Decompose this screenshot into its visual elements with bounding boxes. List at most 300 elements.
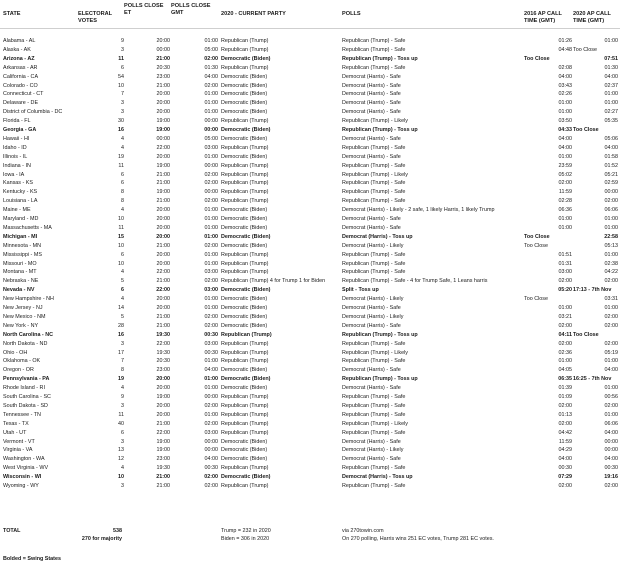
polls-close-et: 20:00 bbox=[156, 260, 170, 267]
electoral-votes: 13 bbox=[118, 447, 124, 454]
electoral-votes: 19 bbox=[118, 153, 124, 160]
electoral-votes: 12 bbox=[118, 456, 124, 463]
polls-close-gmt: 00:00 bbox=[204, 394, 218, 400]
electoral-votes: 4 bbox=[121, 135, 124, 142]
current-party: Democratic (Biden) bbox=[221, 55, 271, 62]
polls-close-gmt: 02:00 bbox=[204, 278, 218, 285]
polls-close-gmt: 04:00 bbox=[204, 73, 218, 80]
current-party: Democratic (Biden) bbox=[221, 82, 268, 89]
call-time-2016: 01:13 bbox=[558, 411, 572, 418]
table-row bbox=[0, 385, 620, 393]
electoral-votes: 8 bbox=[121, 367, 124, 374]
call-time-2020: 06:06 bbox=[604, 420, 618, 427]
polls-close-et: 00:00 bbox=[156, 46, 170, 53]
state-name: West Virginia - WV bbox=[3, 465, 49, 472]
current-party: Democratic (Biden) bbox=[221, 376, 271, 383]
call-time-2020: 06:06 bbox=[604, 207, 618, 214]
current-party: Republican (Trump) bbox=[221, 483, 269, 489]
table-row bbox=[0, 100, 620, 108]
polls-rating: Republican (Trump) - Safe bbox=[342, 260, 406, 267]
electoral-votes: 16 bbox=[118, 331, 124, 338]
current-party: Democratic (Biden) bbox=[221, 127, 271, 133]
polls-close-gmt: 02:00 bbox=[204, 180, 218, 187]
polls-close-gmt: 01:00 bbox=[204, 251, 218, 258]
call-time-2016: 06:35 bbox=[558, 376, 572, 383]
state-name: Florida - FL bbox=[3, 118, 31, 125]
polls-close-et: 21:00 bbox=[156, 474, 170, 481]
table-row bbox=[0, 198, 620, 206]
polls-close-et: 21:00 bbox=[156, 483, 170, 489]
table-row bbox=[0, 305, 620, 313]
table-row bbox=[0, 269, 620, 277]
biden-2020-total: Biden = 306 in 2020 bbox=[221, 536, 270, 542]
call-time-2020: 01:00 bbox=[604, 38, 618, 44]
state-name: Louisiana - LA bbox=[3, 198, 38, 205]
call-time-2016: Too Close bbox=[524, 55, 550, 62]
current-party: Republican (Trump) bbox=[221, 420, 269, 427]
call-time-2020: 05:21 bbox=[604, 171, 618, 178]
call-time-2020: 05:35 bbox=[604, 118, 618, 125]
polls-close-gmt: 01:00 bbox=[204, 376, 218, 383]
state-name: Massachusetts - MA bbox=[3, 224, 52, 231]
state-name: Washington - WA bbox=[3, 456, 45, 463]
polls-rating: Republican (Trump) - Safe bbox=[342, 465, 406, 472]
table-row bbox=[0, 243, 620, 251]
call-time-2020: 00:30 bbox=[604, 465, 618, 472]
polls-close-gmt: 00:00 bbox=[204, 189, 218, 196]
polls-close-et: 20:00 bbox=[156, 233, 170, 240]
current-party: Republican (Trump) bbox=[221, 162, 269, 169]
polls-close-gmt: 00:30 bbox=[204, 331, 218, 338]
state-name: Georgia - GA bbox=[3, 127, 37, 133]
call-time-2016: 11:59 bbox=[558, 189, 572, 196]
polls-close-gmt: 02:00 bbox=[204, 313, 218, 320]
current-party: Democratic (Biden) bbox=[221, 242, 268, 249]
call-time-2016: Too Close bbox=[524, 233, 550, 240]
polls-rating: Republican (Trump) - Safe bbox=[342, 198, 406, 205]
polls-close-et: 19:30 bbox=[156, 349, 170, 356]
current-party: Democratic (Biden) bbox=[221, 367, 268, 374]
polls-close-gmt: 01:00 bbox=[204, 100, 218, 107]
state-name: New Mexico - NM bbox=[3, 313, 46, 320]
call-time-2020: 01:00 bbox=[604, 100, 618, 107]
state-name: Mississippi - MS bbox=[3, 251, 42, 258]
polls-close-gmt: 03:00 bbox=[204, 144, 218, 151]
call-time-2020: 01:30 bbox=[604, 64, 618, 71]
polls-close-gmt: 04:00 bbox=[204, 456, 218, 463]
polls-rating: Republican (Trump) - Safe bbox=[342, 189, 406, 196]
call-time-2020: 01:00 bbox=[604, 305, 618, 311]
call-time-2020: 01:00 bbox=[604, 91, 618, 98]
state-name: Vermont - VT bbox=[3, 438, 35, 445]
electoral-votes: 7 bbox=[121, 91, 124, 98]
electoral-votes: 4 bbox=[121, 144, 124, 151]
polls-rating: Republican (Trump) - Safe bbox=[342, 358, 406, 365]
state-name: Virginia - VA bbox=[3, 447, 33, 454]
electoral-votes: 11 bbox=[118, 224, 124, 231]
current-party: Republican (Trump) bbox=[221, 349, 269, 356]
state-name: Hawaii - HI bbox=[3, 135, 30, 142]
electoral-votes: 5 bbox=[121, 278, 124, 285]
current-party: Democratic (Biden) bbox=[221, 287, 271, 294]
call-time-2020: 04:00 bbox=[604, 73, 618, 80]
polls-close-gmt: 01:00 bbox=[204, 358, 218, 365]
call-time-2016: Too Close bbox=[524, 296, 548, 303]
current-party: Democratic (Biden) bbox=[221, 216, 268, 222]
current-party: Republican (Trump) bbox=[221, 171, 269, 178]
call-time-2016: 04:00 bbox=[558, 144, 572, 151]
polls-close-et: 19:30 bbox=[156, 331, 170, 338]
polls-rating: Republican (Trump) - Safe bbox=[342, 269, 406, 276]
state-name: Wisconsin - WI bbox=[3, 474, 42, 481]
call-time-2016: 01:00 bbox=[558, 109, 572, 116]
call-time-2020: 04:00 bbox=[604, 367, 618, 374]
polls-close-et: 19:00 bbox=[156, 447, 170, 454]
polls-close-gmt: 00:00 bbox=[204, 438, 218, 445]
call-time-2020: 01:00 bbox=[604, 411, 618, 418]
call-time-2020: 04:22 bbox=[604, 269, 618, 276]
polls-rating: Democrat (Harris) - Likely bbox=[342, 447, 404, 454]
table-row bbox=[0, 91, 620, 99]
electoral-votes: 8 bbox=[121, 189, 124, 196]
current-party: Democratic (Biden) bbox=[221, 224, 268, 231]
table-row bbox=[0, 225, 620, 233]
table-row bbox=[0, 474, 620, 482]
table-row bbox=[0, 252, 620, 260]
polls-close-et: 22:00 bbox=[156, 287, 170, 294]
polls-close-et: 20:00 bbox=[156, 109, 170, 116]
polls-rating: Democrat (Harris) - Safe bbox=[342, 153, 401, 160]
call-time-2016: 02:00 bbox=[558, 322, 572, 329]
state-name: South Carolina - SC bbox=[3, 394, 51, 400]
call-time-2020: 02:38 bbox=[604, 260, 618, 267]
call-time-2020: 01:00 bbox=[604, 358, 618, 365]
call-time-2016: 04:33 bbox=[558, 127, 572, 133]
state-name: New Jersey - NJ bbox=[3, 305, 43, 311]
call-time-2020: 00:56 bbox=[604, 394, 618, 400]
call-time-2016: 02:00 bbox=[558, 180, 572, 187]
call-time-2016: 01:26 bbox=[558, 38, 572, 44]
state-name: Tennessee - TN bbox=[3, 411, 41, 418]
call-time-2020: Too Close bbox=[573, 127, 599, 133]
current-party: Republican (Trump) bbox=[221, 251, 269, 258]
electoral-votes: 3 bbox=[121, 438, 124, 445]
polls-close-et: 20:00 bbox=[156, 100, 170, 107]
call-time-2016: 01:00 bbox=[558, 358, 572, 365]
table-row bbox=[0, 172, 620, 180]
state-name: New York - NY bbox=[3, 322, 39, 329]
current-party: Democratic (Biden) bbox=[221, 153, 268, 160]
call-time-2020: 04:00 bbox=[604, 144, 618, 151]
call-time-2020: 07:51 bbox=[604, 55, 618, 62]
polls-close-gmt: 00:00 bbox=[204, 118, 218, 125]
state-name: California - CA bbox=[3, 73, 39, 80]
call-time-2016: 03:00 bbox=[558, 269, 572, 276]
electoral-votes: 19 bbox=[118, 376, 124, 383]
polls-close-et: 21:00 bbox=[156, 55, 170, 62]
polls-rating: Democrat (Harris) - Safe bbox=[342, 216, 401, 222]
call-time-2016: 01:00 bbox=[558, 305, 572, 311]
polls-rating: Republican (Trump) - Safe bbox=[342, 394, 406, 400]
polls-rating: Split - Toss up bbox=[342, 287, 379, 294]
call-time-2020: 02:00 bbox=[604, 313, 618, 320]
call-time-2020: 01:00 bbox=[604, 216, 618, 222]
call-time-2016: 11:59 bbox=[558, 438, 572, 445]
electoral-votes: 4 bbox=[121, 465, 124, 472]
polls-close-et: 20:00 bbox=[156, 207, 170, 214]
current-party: Republican (Trump) bbox=[221, 394, 269, 400]
polls-rating: Republican (Trump) - Safe bbox=[342, 38, 406, 44]
electoral-votes: 4 bbox=[121, 207, 124, 214]
polls-rating: Republican (Trump) - Toss up bbox=[342, 376, 418, 383]
polls-rating: Democrat (Harris) - Safe bbox=[342, 322, 401, 329]
state-name: Alabama - AL bbox=[3, 38, 36, 44]
polls-close-gmt: 03:00 bbox=[204, 287, 218, 294]
polls-rating: Democrat (Harris) - Safe bbox=[342, 82, 401, 89]
table-row bbox=[0, 118, 620, 126]
table-row bbox=[0, 216, 620, 224]
current-party: Democratic (Biden) bbox=[221, 322, 268, 329]
polls-close-et: 19:00 bbox=[156, 118, 170, 125]
call-time-2016: 01:09 bbox=[558, 394, 572, 400]
polls-close-gmt: 01:00 bbox=[204, 207, 218, 214]
table-row bbox=[0, 421, 620, 429]
call-time-2016: 02:28 bbox=[558, 198, 572, 205]
polls-close-gmt: 03:00 bbox=[204, 429, 218, 436]
polls-rating: Republican (Trump) - Safe bbox=[342, 340, 406, 347]
electoral-votes: 3 bbox=[121, 109, 124, 116]
table-row bbox=[0, 136, 620, 144]
electoral-votes: 4 bbox=[121, 269, 124, 276]
call-time-2016: 02:00 bbox=[558, 340, 572, 347]
polls-close-gmt: 01:00 bbox=[204, 385, 218, 392]
polls-close-et: 21:00 bbox=[156, 313, 170, 320]
call-time-2016: 01:00 bbox=[558, 100, 572, 107]
polls-close-et: 22:00 bbox=[156, 429, 170, 436]
electoral-votes: 6 bbox=[121, 171, 124, 178]
current-party: Republican (Trump) bbox=[221, 118, 269, 125]
electoral-votes: 3 bbox=[121, 100, 124, 107]
current-party: Republican (Trump) bbox=[221, 358, 269, 365]
table-row bbox=[0, 154, 620, 162]
table-row bbox=[0, 189, 620, 197]
polls-rating: Democrat (Harris) - Likely - 2 safe, 1 likely Harris, 1 likely Trump bbox=[342, 207, 495, 214]
current-party: Democratic (Biden) bbox=[221, 135, 268, 142]
polls-close-et: 00:00 bbox=[156, 135, 170, 142]
call-time-2016: 04:42 bbox=[558, 429, 572, 436]
polls-close-gmt: 01:00 bbox=[204, 411, 218, 418]
polls-close-et: 19:00 bbox=[156, 127, 170, 133]
state-name: Nebraska - NE bbox=[3, 278, 39, 285]
call-time-2016: 01:39 bbox=[558, 385, 572, 392]
electoral-votes: 28 bbox=[118, 322, 124, 329]
state-name: Arizona - AZ bbox=[3, 55, 35, 62]
call-time-2020: 02:00 bbox=[604, 402, 618, 409]
current-party: Republican (Trump) bbox=[221, 38, 269, 44]
polls-close-gmt: 01:00 bbox=[204, 109, 218, 116]
state-name: Montana - MT bbox=[3, 269, 37, 276]
electoral-votes: 54 bbox=[118, 73, 124, 80]
call-time-2020: 01:00 bbox=[604, 251, 618, 258]
swing-states-legend: Bolded = Swing States bbox=[3, 556, 61, 562]
electoral-votes: 10 bbox=[118, 260, 124, 267]
current-party: Republican (Trump) bbox=[221, 189, 269, 196]
polls-close-gmt: 05:00 bbox=[204, 135, 218, 142]
polls-rating: Democrat (Harris) - Safe bbox=[342, 367, 401, 374]
polls-rating: Democrat (Harris) - Safe bbox=[342, 135, 401, 142]
polls-close-gmt: 02:00 bbox=[204, 420, 218, 427]
polls-close-gmt: 00:00 bbox=[204, 127, 218, 133]
electoral-votes: 6 bbox=[121, 251, 124, 258]
call-time-2020: 00:00 bbox=[604, 189, 618, 196]
current-party: Republican (Trump) bbox=[221, 340, 269, 347]
polls-rating: Republican (Trump) - Safe bbox=[342, 46, 406, 53]
current-party: Democratic (Biden) bbox=[221, 109, 268, 116]
polls-close-et: 20:00 bbox=[156, 402, 170, 409]
table-row bbox=[0, 341, 620, 349]
call-time-2016: 01:31 bbox=[558, 260, 572, 267]
electoral-votes: 4 bbox=[121, 296, 124, 303]
table-row bbox=[0, 465, 620, 473]
current-party: Republican (Trump) bbox=[221, 46, 269, 53]
call-time-2016: 04:48 bbox=[558, 46, 572, 53]
call-time-2020: 04:00 bbox=[604, 456, 618, 463]
call-time-2020: 17:13 - 7th Nov bbox=[573, 287, 612, 294]
call-time-2020: 05:13 bbox=[604, 242, 618, 249]
current-party: Republican (Trump) 4 for Trump 1 for Biden bbox=[221, 278, 326, 285]
electoral-votes: 10 bbox=[118, 82, 124, 89]
call-time-2016: 01:00 bbox=[558, 153, 572, 160]
electoral-votes: 10 bbox=[118, 216, 124, 222]
polls-rating: Republican (Trump) - Safe bbox=[342, 251, 406, 258]
polls-close-et: 20:30 bbox=[156, 64, 170, 71]
polls-close-gmt: 02:00 bbox=[204, 402, 218, 409]
polls-close-et: 19:00 bbox=[156, 438, 170, 445]
state-name: Pennsylvania - PA bbox=[3, 376, 50, 383]
state-name: Iowa - IA bbox=[3, 171, 25, 178]
header-polls: POLLS bbox=[342, 11, 361, 17]
header-state: STATE bbox=[3, 11, 21, 17]
polls-rating: Republican (Trump) - Safe bbox=[342, 483, 406, 489]
polls-close-et: 20:00 bbox=[156, 376, 170, 383]
polls-close-et: 23:00 bbox=[156, 73, 170, 80]
call-time-2020: 01:00 bbox=[604, 224, 618, 231]
polls-rating: Republican (Trump) - Toss up bbox=[342, 55, 418, 62]
state-name: Maryland - MD bbox=[3, 216, 39, 222]
current-party: Democratic (Biden) bbox=[221, 313, 268, 320]
current-party: Democratic (Biden) bbox=[221, 233, 271, 240]
current-party: Republican (Trump) bbox=[221, 180, 269, 187]
call-time-2020: 05:19 bbox=[604, 349, 618, 356]
polls-close-gmt: 00:30 bbox=[204, 349, 218, 356]
electoral-votes: 11 bbox=[118, 411, 124, 418]
call-time-2016: 05:02 bbox=[558, 171, 572, 178]
electoral-votes: 10 bbox=[118, 242, 124, 249]
state-name: New Hampshire - NH bbox=[3, 296, 54, 303]
polls-rating: Republican (Trump) - Likely bbox=[342, 420, 409, 427]
header-polls-close-gmt: POLLS CLOSE GMT bbox=[171, 3, 211, 16]
current-party: Democratic (Biden) bbox=[221, 73, 268, 80]
table-row bbox=[0, 456, 620, 464]
table-row bbox=[0, 163, 620, 171]
polls-rating: Republican (Trump) - Safe - 4 for Trump Safe, 1 Leans harris bbox=[342, 278, 488, 285]
call-time-2020: 02:27 bbox=[604, 109, 618, 116]
call-time-2020: 01:58 bbox=[604, 153, 618, 160]
polls-close-gmt: 02:00 bbox=[204, 82, 218, 89]
polls-rating: Democrat (Harris) - Toss up bbox=[342, 233, 413, 240]
call-time-2016: 01:51 bbox=[558, 251, 572, 258]
call-time-2020: 16:25 - 7th Nov bbox=[573, 376, 612, 383]
electoral-votes: 6 bbox=[121, 429, 124, 436]
polls-rating: Republican (Trump) - Safe bbox=[342, 429, 406, 436]
state-name: Idaho - ID bbox=[3, 144, 27, 151]
polls-close-et: 20:00 bbox=[156, 38, 170, 44]
call-time-2016: Too Close bbox=[524, 242, 548, 249]
polls-close-et: 21:00 bbox=[156, 322, 170, 329]
electoral-votes: 15 bbox=[118, 233, 124, 240]
polls-rating: Democrat (Harris) - Safe bbox=[342, 73, 401, 80]
polls-close-gmt: 02:00 bbox=[204, 198, 218, 205]
current-party: Republican (Trump) bbox=[221, 144, 269, 151]
polls-close-et: 20:00 bbox=[156, 296, 170, 303]
polls-close-gmt: 02:00 bbox=[204, 242, 218, 249]
call-time-2020: 02:00 bbox=[604, 198, 618, 205]
call-time-2020: 02:00 bbox=[604, 340, 618, 347]
call-time-2016: 04:00 bbox=[558, 73, 572, 80]
state-name: Nevada - NV bbox=[3, 287, 35, 294]
call-time-2020: 05:06 bbox=[604, 135, 618, 142]
table-row bbox=[0, 109, 620, 117]
polls-close-gmt: 02:00 bbox=[204, 171, 218, 178]
polls-rating: Republican (Trump) - Likely bbox=[342, 171, 409, 178]
current-party: Republican (Trump) bbox=[221, 465, 269, 472]
current-party: Democratic (Biden) bbox=[221, 474, 271, 481]
call-time-2016: 06:36 bbox=[558, 207, 572, 214]
polls-close-et: 22:00 bbox=[156, 269, 170, 276]
call-time-2016: 00:30 bbox=[558, 465, 572, 472]
polls-close-gmt: 01:00 bbox=[204, 38, 218, 44]
current-party: Democratic (Biden) bbox=[221, 207, 268, 214]
polls-close-et: 19:30 bbox=[156, 465, 170, 472]
polls-rating: Republican (Trump) - Safe bbox=[342, 402, 406, 409]
table-row bbox=[0, 376, 620, 384]
state-name: Rhode Island - RI bbox=[3, 385, 45, 392]
state-name: Illinois - IL bbox=[3, 153, 28, 160]
state-name: Texas - TX bbox=[3, 420, 29, 427]
call-time-2020: 04:00 bbox=[604, 429, 618, 436]
table-row bbox=[0, 394, 620, 402]
call-time-2016: 01:00 bbox=[558, 216, 572, 222]
table-row bbox=[0, 332, 620, 340]
state-name: Colorado - CO bbox=[3, 82, 38, 89]
polls-rating: Republican (Trump) - Likely bbox=[342, 118, 409, 125]
electoral-votes: 9 bbox=[121, 394, 124, 400]
call-time-2016: 02:26 bbox=[558, 91, 572, 98]
table-row bbox=[0, 278, 620, 286]
polls-close-gmt: 02:00 bbox=[204, 483, 218, 489]
call-time-2016: 07:29 bbox=[558, 474, 572, 481]
table-row bbox=[0, 83, 620, 91]
call-time-2020: 03:31 bbox=[604, 296, 618, 303]
polls-close-gmt: 01:00 bbox=[204, 153, 218, 160]
polls-close-et: 20:00 bbox=[156, 153, 170, 160]
polls-close-gmt: 02:00 bbox=[204, 474, 218, 481]
state-name: North Carolina - NC bbox=[3, 331, 54, 338]
table-row bbox=[0, 350, 620, 358]
polls-close-gmt: 03:00 bbox=[204, 269, 218, 276]
polls-close-et: 19:00 bbox=[156, 394, 170, 400]
polls-close-gmt: 00:30 bbox=[204, 465, 218, 472]
